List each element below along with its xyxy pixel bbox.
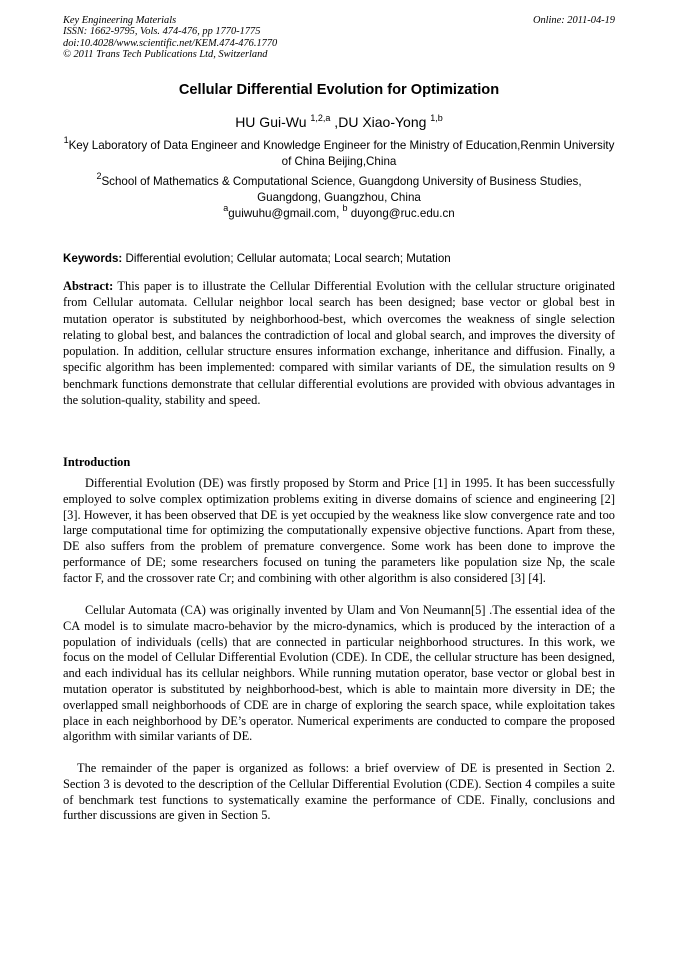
- journal-name: Key Engineering Materials: [63, 15, 177, 26]
- issn-line: ISSN: 1662-9795, Vols. 474-476, pp 1770-1775: [63, 26, 261, 38]
- email-a-sup: a: [223, 203, 229, 213]
- affiliation-1-text: Key Laboratory of Data Engineer and Knowledge Engineer for the Ministry of Education,Renmin University of China Beijing,China: [68, 139, 615, 168]
- introduction-paragraph-3: The remainder of the paper is organized as follows: a brief overview of DE is presented in Section 2. Section 3 is devoted to the description of the Cellular Differential Evolution (CDE). Section 4 compiles a suite of benchmark test functions to systematically examine the performance of CDE. Finally, conclusions and further discussions are given in Section 5.: [63, 761, 615, 823]
- introduction-paragraph-1: Differential Evolution (DE) was firstly proposed by Storm and Price [1] in 1995. It has been successfully employed to solve complex optimization problems exiting in diverse domains of science and engineering [2][3]. However, it has been observed that DE is yet occupied by the weakness like slow convergence rate and too large computational time for optimizing the computationally expensive objective functions. Apart from these, DE also suffers from the problem of premature convergence. Some work has been done to improve the performance of DE; some researchers focused on tuning the parameters like population size Np, the scale factor F, and the crossover rate Cr; and combining with other algorithm is also considered [3] [4].: [63, 476, 615, 585]
- author-line: [0, 114, 678, 130]
- email-b-sup: b: [342, 203, 348, 213]
- affiliation-1: [63, 135, 615, 170]
- keywords: [63, 252, 615, 265]
- online-date: Online: 2011-04-19: [532, 15, 615, 26]
- affiliation-2-text: School of Mathematics & Computational Science, Guangdong University of Business Studies, Guangdong, Guangzhou, China: [101, 175, 582, 204]
- email-a: guiwuhu@gmail.com,: [228, 207, 343, 220]
- introduction-paragraph-2: Cellular Automata (CA) was originally invented by Ulam and Von Neumann[5] .The essential idea of the CA model is to simulate macro-behavior by the micro-dynamics, which is produced by the interaction of a population of individuals (cells) that are connected in particular neighborhood structures. In this work, we focus on the model of Cellular Differential Evolution (CDE). In CDE, the cellular structure has been designed, and each individual has its cellular neighbors. While running mutation operator, base vector or global best in mutation operator is substituted by neighborhood-best, which is able to maintain more diversity in DE; the overlapped small neighborhoods of CDE are in charge of exploring the search space, while exploitation takes place in each neighborhood by DE’s operator. Numerical experiments are conducted to compare the proposed algorithm with similar variants of DE.: [63, 603, 615, 744]
- journal-header: [63, 15, 277, 61]
- paper-title: Cellular Differential Evolution for Optimization: [178, 82, 500, 98]
- copyright-line: © 2011 Trans Tech Publications Ltd, Switzerland: [63, 49, 268, 61]
- introduction-heading: Introduction: [63, 455, 131, 469]
- doi-line: doi:10.4028/www.scientific.net/KEM.474-476.1770: [63, 37, 278, 49]
- keywords-text: Differential evolution; Cellular automata; Local search; Mutation: [122, 252, 451, 265]
- author-2-sup: 1,b: [430, 113, 443, 123]
- affiliation-1-sup: 1: [63, 135, 69, 145]
- affiliation-2: [63, 171, 615, 206]
- abstract-text: This paper is to illustrate the Cellular Differential Evolution with the cellular structure originated from Cellular automata. Cellular neighbor local search has been designed; base vector or global best in mutation operator is substituted by neighborhood-best, which overcomes the weakness of single selection relating to global best, and balances the contradiction of local and global search, and improves the diversity of population. In addition, cellular structure ensures information exchange, inheritance and diffusion. Finally, a specific algorithm has been implemented: compared with similar variants of DE, the simulation results on 9 benchmark functions demonstrate that cellular differential evolutions are provided with obvious advantages in the solution-quality, stability and speed.: [63, 279, 615, 408]
- author-1-sup: 1,2,a: [310, 113, 331, 123]
- author-separator: ,: [330, 114, 339, 130]
- abstract-label: Abstract:: [63, 279, 114, 293]
- author-2-name: DU Xiao-Yong: [338, 114, 431, 130]
- keywords-label: Keywords:: [63, 252, 123, 265]
- abstract: [63, 278, 615, 408]
- affiliation-2-sup: 2: [96, 171, 102, 181]
- email-line: [0, 203, 678, 220]
- email-b: duyong@ruc.edu.cn: [347, 207, 455, 220]
- author-1-name: HU Gui-Wu: [235, 114, 311, 130]
